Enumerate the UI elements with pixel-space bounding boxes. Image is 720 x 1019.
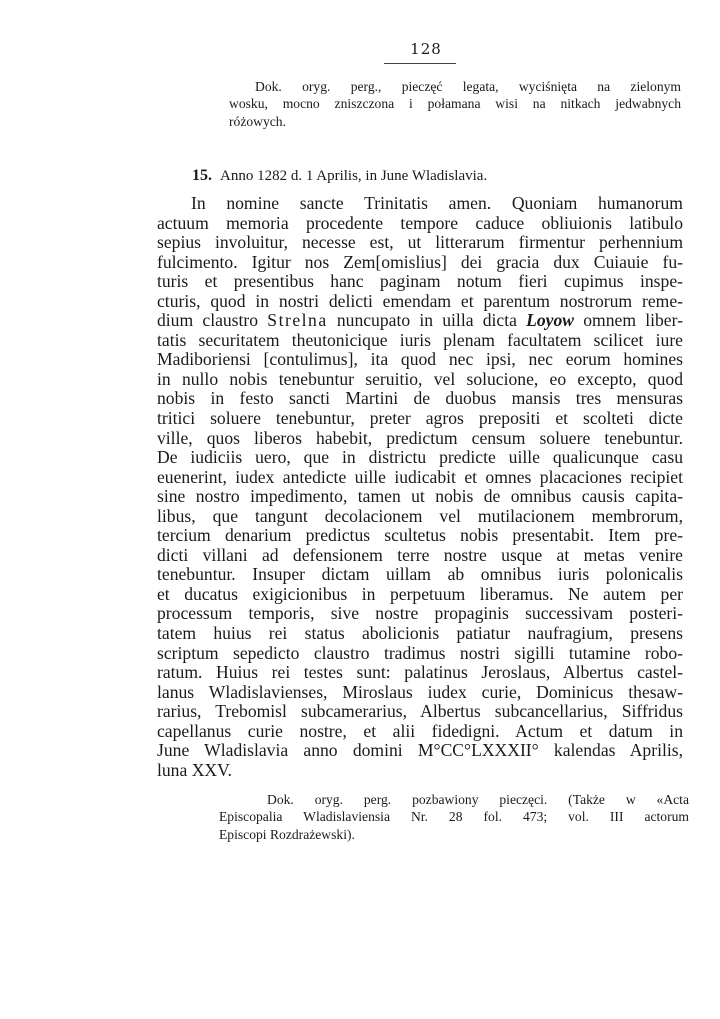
charter-line: fulcimento. Igitur nos Zem[omislius] dei gracia dux Cuiauie fu- (157, 251, 683, 272)
charter-line: ratum. Huius rei testes sunt: palatinus Jeroslaus, Albertus castel- (157, 662, 683, 683)
charter-line: actuum memoria procedente tempore caduce obliuionis latibulo (157, 212, 683, 233)
charter-line: tercium denarium predictus scultetus nobis presentabit. Item pre- (157, 525, 683, 546)
charter-line: dicti villani ad defensionem terre nostre usque at metas venire (157, 544, 683, 565)
place-name-strelna: Strelna (267, 310, 328, 331)
charter-line: euenerint, iudex antedicte uille iudicabit et omnes placaciones recipiet (157, 466, 683, 487)
charter-text (157, 194, 683, 780)
charter-line: tatem huius rei status abolicionis patiatur naufragium, presens (157, 623, 683, 644)
charter-line: dium claustro Strelna nuncupato in uilla dicta Loyow omnem liber- (157, 310, 683, 331)
document-heading (192, 167, 632, 185)
charter-line: turis et presentibus hanc paginam notum fieri cupimus inspe- (157, 271, 683, 292)
charter-line: luna XXV. (157, 759, 232, 780)
note-line: Episcopi Rozdrażewski). (219, 826, 355, 842)
note-line: Dok. oryg. perg., pieczęć legata, wyciśnięta na zielonym (255, 79, 681, 94)
charter-line: capellanus curie nostre, et alii fidedigni. Actum et datum in (157, 720, 683, 741)
charter-line: sepius involuitur, necesse est, ut litterarum firmentur perhennium (157, 232, 683, 253)
page-number: 128 (410, 40, 442, 58)
document-number: 15. (192, 167, 212, 184)
charter-line: ville, quos liberos habebit, predictum censum soluere tenebuntur. (157, 427, 683, 448)
charter-line: In nomine sancte Trinitatis amen. Quoniam humanorum (191, 193, 683, 213)
charter-line: tenebuntur. Insuper dictam uillam ab omnibus iuris polonicalis (157, 564, 683, 585)
charter-line: tritici soluere tenebuntur, preter agros prepositi et scolteti dicte (157, 408, 683, 429)
note-line: Episcopalia Wladislaviensia Nr. 28 fol. 473; vol. III actorum (219, 809, 689, 825)
document-date-place: Anno 1282 d. 1 Aprilis, in June Wladislavia. (220, 168, 488, 184)
charter-line: et ducatus exigicionibus in perpetuum liberamus. Ne autem per (157, 583, 683, 604)
seal-description-note (229, 78, 681, 130)
charter-line: nobis in festo sancti Martini de duobus mansis tres mensuras (157, 388, 683, 409)
source-note (219, 791, 689, 843)
note-line: różowych. (229, 113, 286, 129)
note-line: Dok. oryg. perg. pozbawiony pieczęci. (Także w «Acta (267, 792, 689, 807)
charter-line: processum temporis, sive nostre propaginis successivam posteri- (157, 603, 683, 624)
page-number-rule (384, 63, 456, 64)
charter-line: June Wladislavia anno domini M°CC°LXXXII° kalendas Aprilis, (157, 740, 683, 761)
note-line: wosku, mocno zniszczona i połamana wisi na nitkach jedwabnych (229, 96, 681, 112)
charter-line: De iudiciis uero, que in districtu predicte uille qualicunque casu (157, 447, 683, 468)
charter-line: libus, que tangunt decolacionem vel mutilacionem membrorum, (157, 505, 683, 526)
charter-line: tatis securitatem theutonicique iuris plenam facultatem scilicet iure (157, 329, 683, 350)
charter-line: rarius, Trebomisl subcamerarius, Albertus subcancellarius, Siffridus (157, 701, 683, 722)
place-name-loyow: Loyow (526, 310, 575, 331)
charter-line: cturis, quod in nostri delicti emendam et parentum nostrorum reme- (157, 290, 683, 311)
charter-line: lanus Wladislavienses, Miroslaus iudex curie, Dominicus thesaw- (157, 681, 683, 702)
charter-line: scriptum sepedicto claustro tradimus nostri sigilli tutamine robo- (157, 642, 683, 663)
charter-line: Madiboriensi [contulimus], ita quod nec ipsi, nec eorum homines (157, 349, 683, 370)
charter-line: sine nostro impedimento, tamen ut nobis de omnibus causis capita- (157, 486, 683, 507)
charter-line: in nullo nobis tenebuntur seruitio, vel solucione, eo excepto, quod (157, 368, 683, 389)
